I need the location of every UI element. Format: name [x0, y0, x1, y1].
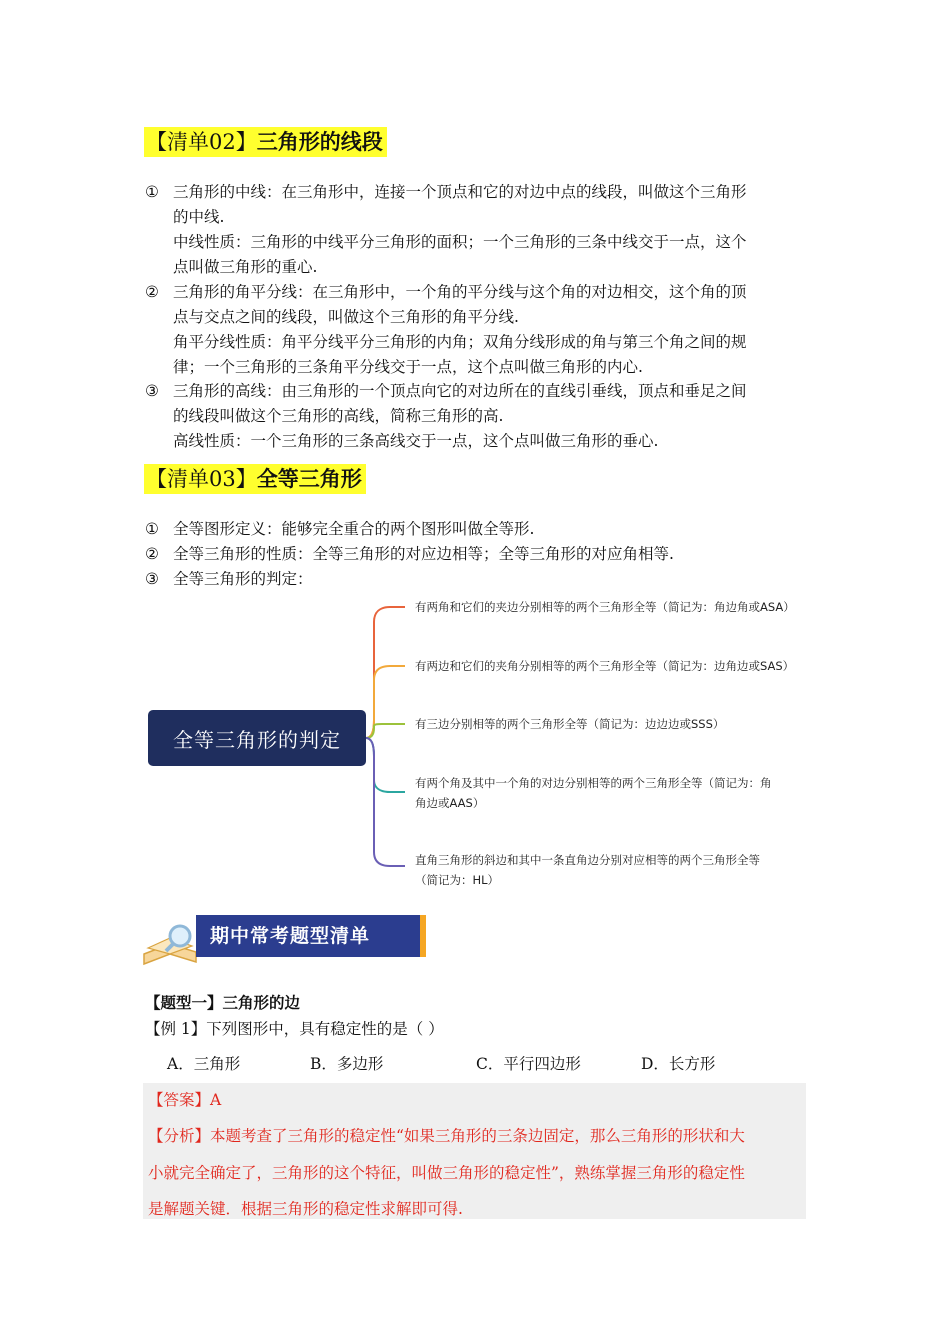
option-c: C．平行四边形 [476, 1055, 581, 1073]
section-02-title-text: 三角形的线段 [256, 130, 383, 154]
list-text: 点与交点之间的线段，叫做这个三角形的角平分线. [173, 308, 519, 326]
analysis-line: 【分析】本题考查了三角形的稳定性“如果三角形的三条边固定，那么三角形的形状和大 [148, 1127, 745, 1145]
option-b: B．多边形 [310, 1055, 384, 1073]
list-text: 点叫做三角形的重心. [173, 258, 318, 276]
list-text: 三角形的高线：由三角形的一个顶点向它的对边所在的直线引垂线，顶点和垂足之间 [173, 382, 747, 400]
list-number: ② [145, 545, 159, 563]
list-number: ③ [145, 570, 159, 588]
section-03-title-text: 全等三角形 [256, 467, 362, 491]
list-number: ② [145, 283, 159, 301]
mindmap-branch-text: （简记为：HL） [415, 873, 500, 887]
mindmap-branch-line-2 [366, 666, 405, 738]
analysis-line: 小就完全确定了，三角形的这个特征，叫做三角形的稳定性”，熟练掌握三角形的稳定性 [148, 1164, 745, 1182]
section-02-title-bracket: 【清单02】 [146, 130, 257, 154]
answer-text: 【答案】A [148, 1091, 222, 1109]
mindmap-branch-text: 直角三角形的斜边和其中一条直角边分别对应相等的两个三角形全等 [415, 853, 760, 867]
list-text: 的线段叫做这个三角形的高线，简称三角形的高. [173, 407, 504, 425]
mindmap-branch-5 [415, 850, 760, 890]
mindmap-branch-text: 角边或AAS） [415, 796, 485, 810]
mindmap-branch-4 [415, 773, 772, 813]
list-text: 角平分线性质：角平分线平分三角形的内角；双角分线形成的角与第三个角之间的规 [173, 333, 747, 351]
mindmap-branch-1 [415, 597, 795, 617]
section-03-title-bracket: 【清单03】 [146, 467, 257, 491]
question-type-label: 【题型一】三角形的边 [145, 994, 301, 1012]
list-text: 全等图形定义：能够完全重合的两个图形叫做全等形. [173, 520, 535, 538]
section-banner: 期中常考题型清单 [196, 915, 426, 957]
example-question: 【例 1】下列图形中，具有稳定性的是（ ） [145, 1020, 444, 1038]
mindmap-branch-text: 有两边和它们的夹角分别相等的两个三角形全等（简记为：边角边或SAS） [415, 659, 795, 673]
mindmap-branch-line-5 [366, 738, 405, 866]
mindmap-branch-text: 有两角和它们的夹边分别相等的两个三角形全等（简记为：角边角或ASA） [415, 600, 795, 614]
mindmap-branch-2 [415, 656, 794, 676]
list-text: 全等三角形的判定： [173, 570, 313, 588]
mindmap-branch-line-4 [366, 738, 405, 792]
list-number: ① [145, 520, 159, 538]
list-text: 的中线. [173, 208, 225, 226]
list-text: 中线性质：三角形的中线平分三角形的面积；一个三角形的三条中线交于一点，这个 [173, 233, 747, 251]
list-text: 高线性质：一个三角形的三条高线交于一点，这个点叫做三角形的垂心. [173, 432, 659, 450]
list-number: ③ [145, 382, 159, 400]
list-number: ① [145, 183, 159, 201]
list-text: 三角形的角平分线：在三角形中，一个角的平分线与这个角的对边相交，这个角的顶 [173, 283, 747, 301]
list-text: 律；一个三角形的三条角平分线交于一点，这个点叫做三角形的内心. [173, 358, 643, 376]
mindmap-center-node: 全等三角形的判定 [148, 710, 366, 766]
list-text: 三角形的中线：在三角形中，连接一个顶点和它的对边中点的线段，叫做这个三角形 [173, 183, 747, 201]
list-text: 全等三角形的性质：全等三角形的对应边相等；全等三角形的对应角相等. [173, 545, 674, 563]
mindmap-branch-text: 有三边分别相等的两个三角形全等（简记为：边边边或SSS） [415, 717, 725, 731]
mindmap-branch-3 [415, 714, 724, 734]
mindmap-branch-text: 有两个角及其中一个角的对边分别相等的两个三角形全等（简记为：角 [415, 776, 772, 790]
analysis-line: 是解题关键．根据三角形的稳定性求解即可得. [148, 1200, 463, 1218]
option-a: A．三角形 [167, 1055, 241, 1073]
option-d: D．长方形 [641, 1055, 716, 1073]
mindmap-branch-line-1 [366, 607, 405, 738]
